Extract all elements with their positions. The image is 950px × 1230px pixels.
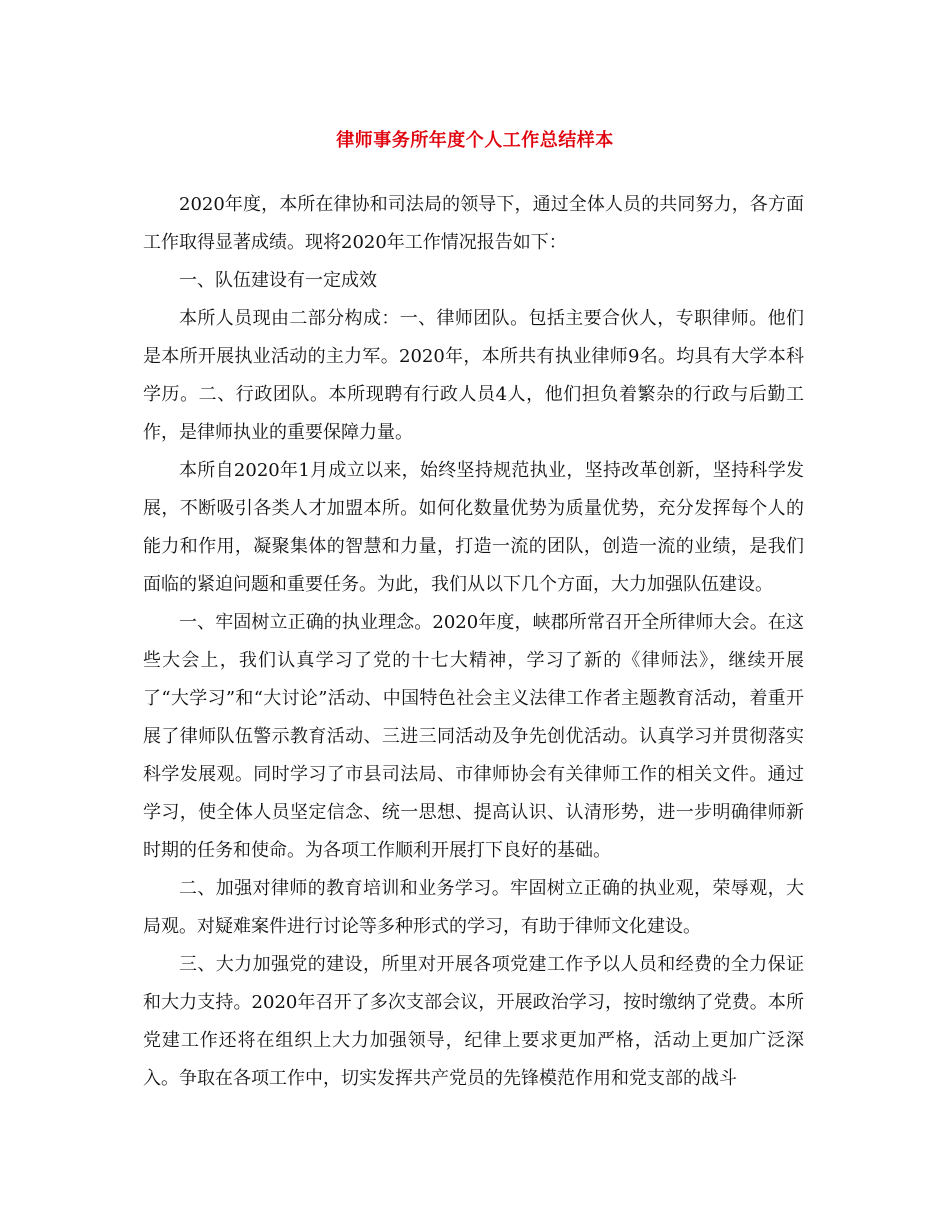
paragraph-intro: 2020年度，本所在律协和司法局的领导下，通过全体人员的共同努力，各方面工作取得显著成绩。现将2020年工作情况报告如下： [143, 194, 804, 253]
paragraph-concept: 一、牢固树立正确的执业理念。2020年度，峡郡所常召开全所律师大会。在这些大会上，我们认真学习了党的十七大精神，学习了新的《律师法》，继续开展了“大学习”和“大讨论”活动、中国特色社会主义法律工作者主题教育活动，着重开展了律师队伍警示教育活动、三进三同活动及争先创优活动。认真学习并贯彻落实科学发展观。同时学习了市县司法局、市律师协会有关律师工作的相关文件。通过学习，使全体人员坚定信念、统一思想、提高认识、认清形势，进一步明确律师新时期的任务和使命。为各项工作顺利开展打下良好的基础。 [143, 612, 804, 861]
section-heading-team: 一、队伍建设有一定成效 [179, 270, 377, 291]
paragraph-staff: 本所人员现由二部分构成：一、律师团队。包括主要合伙人，专职律师。他们是本所开展执业活动的主力军。2020年，本所共有执业律师9名。均具有大学本科学历。二、行政团队。本所现聘有行政人员4人，他们担负着繁杂的行政与后勤工作，是律师执业的重要保障力量。 [143, 308, 804, 443]
paragraph-founding: 本所自2020年1月成立以来，始终坚持规范执业，坚持改革创新，坚持科学发展，不断吸引各类人才加盟本所。如何化数量优势为质量优势，充分发挥每个人的能力和作用，凝聚集体的智慧和力量，打造一流的团队，创造一流的业绩，是我们面临的紧迫问题和重要任务。为此，我们从以下几个方面，大力加强队伍建设。 [143, 460, 804, 595]
paragraph-training: 二、加强对律师的教育培训和业务学习。牢固树立正确的执业观，荣辱观，大局观。对疑难案件进行讨论等多种形式的学习，有助于律师文化建设。 [143, 878, 804, 937]
document-title: 律师事务所年度个人工作总结样本 [336, 130, 614, 151]
paragraph-party: 三、大力加强党的建设，所里对开展各项党建工作予以人员和经费的全力保证和大力支持。2020年召开了多次支部会议，开展政治学习，按时缴纳了党费。本所党建工作还将在组织上大力加强领导，纪律上要求更加严格，活动上更加广泛深入。争取在各项工作中，切实发挥共产党员的先锋模范作用和党支部的战斗 [143, 954, 804, 1089]
document-body [143, 186, 804, 1098]
